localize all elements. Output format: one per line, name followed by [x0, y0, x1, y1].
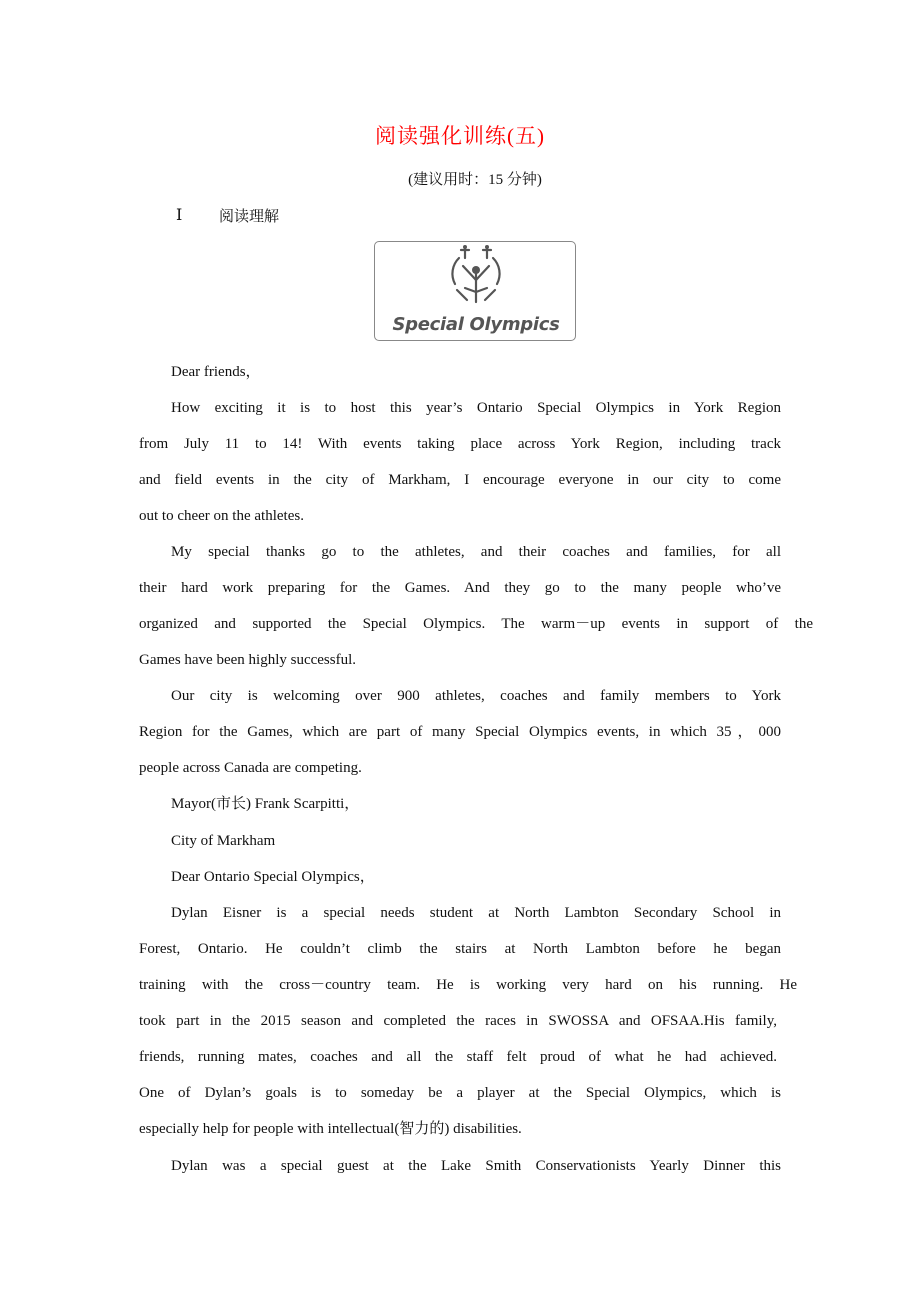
- text-line: Dear friends，: [171, 364, 261, 380]
- text-line: One of Dylan’s goals is to someday be a player at the Special Olympics, which is: [139, 1085, 781, 1101]
- text-line: Dear Ontario Special Olympics，: [171, 869, 375, 885]
- text-line: training with the cross－country team. He is working very hard on his running. He: [139, 977, 797, 993]
- text-line: Games have been highly successful.: [139, 652, 357, 668]
- text-line: their hard work preparing for the Games. And they go to the many people who’ve: [139, 580, 781, 596]
- logo-wordmark: Special Olympics: [392, 314, 560, 335]
- text-line: Dylan was a special guest at the Lake Smith Conservationists Yearly Dinner this: [171, 1158, 781, 1174]
- signature-city: City of Markham: [171, 833, 276, 849]
- text-line: organized and supported the Special Olympics. The warm－up events in support of the: [139, 616, 813, 632]
- section-label: 阅读理解: [219, 209, 280, 225]
- text-line: especially help for people with intellectual(智力的) disabilities.: [139, 1121, 522, 1137]
- page-title: 阅读强化训练(五): [375, 124, 545, 148]
- section-number: Ⅰ: [176, 207, 183, 224]
- text-line: out to cheer on the athletes.: [139, 508, 304, 524]
- text-line: Forest, Ontario. He couldn’t climb the stairs at North Lambton before he began: [139, 941, 781, 957]
- text-line: Our city is welcoming over 900 athletes, coaches and family members to York: [171, 688, 781, 704]
- text-line: and field events in the city of Markham, I encourage everyone in our city to come: [139, 472, 781, 488]
- text-line: people across Canada are competing.: [139, 760, 362, 776]
- text-line: took part in the 2015 season and completed the races in SWOSSA and OFSAA.His family,: [139, 1013, 777, 1029]
- special-olympics-logo: [374, 241, 576, 341]
- athletes-emblem-icon: [445, 244, 507, 310]
- text-line: Dylan Eisner is a special needs student at North Lambton Secondary School in: [171, 905, 781, 921]
- text-line: friends, running mates, coaches and all the staff felt proud of what he had achieved.: [139, 1049, 777, 1065]
- signature-name: Mayor(市长) Frank Scarpitti，: [171, 796, 360, 812]
- text-line: Region for the Games, which are part of many Special Olympics events, in which 35，000: [139, 724, 781, 740]
- text-line: How exciting it is to host this year’s Ontario Special Olympics in York Region: [171, 400, 781, 416]
- text-line: My special thanks go to the athletes, and their coaches and families, for all: [171, 544, 781, 560]
- text-line: from July 11 to 14! With events taking place across York Region, including track: [139, 436, 781, 452]
- suggested-time: (建议用时：15 分钟): [408, 172, 542, 188]
